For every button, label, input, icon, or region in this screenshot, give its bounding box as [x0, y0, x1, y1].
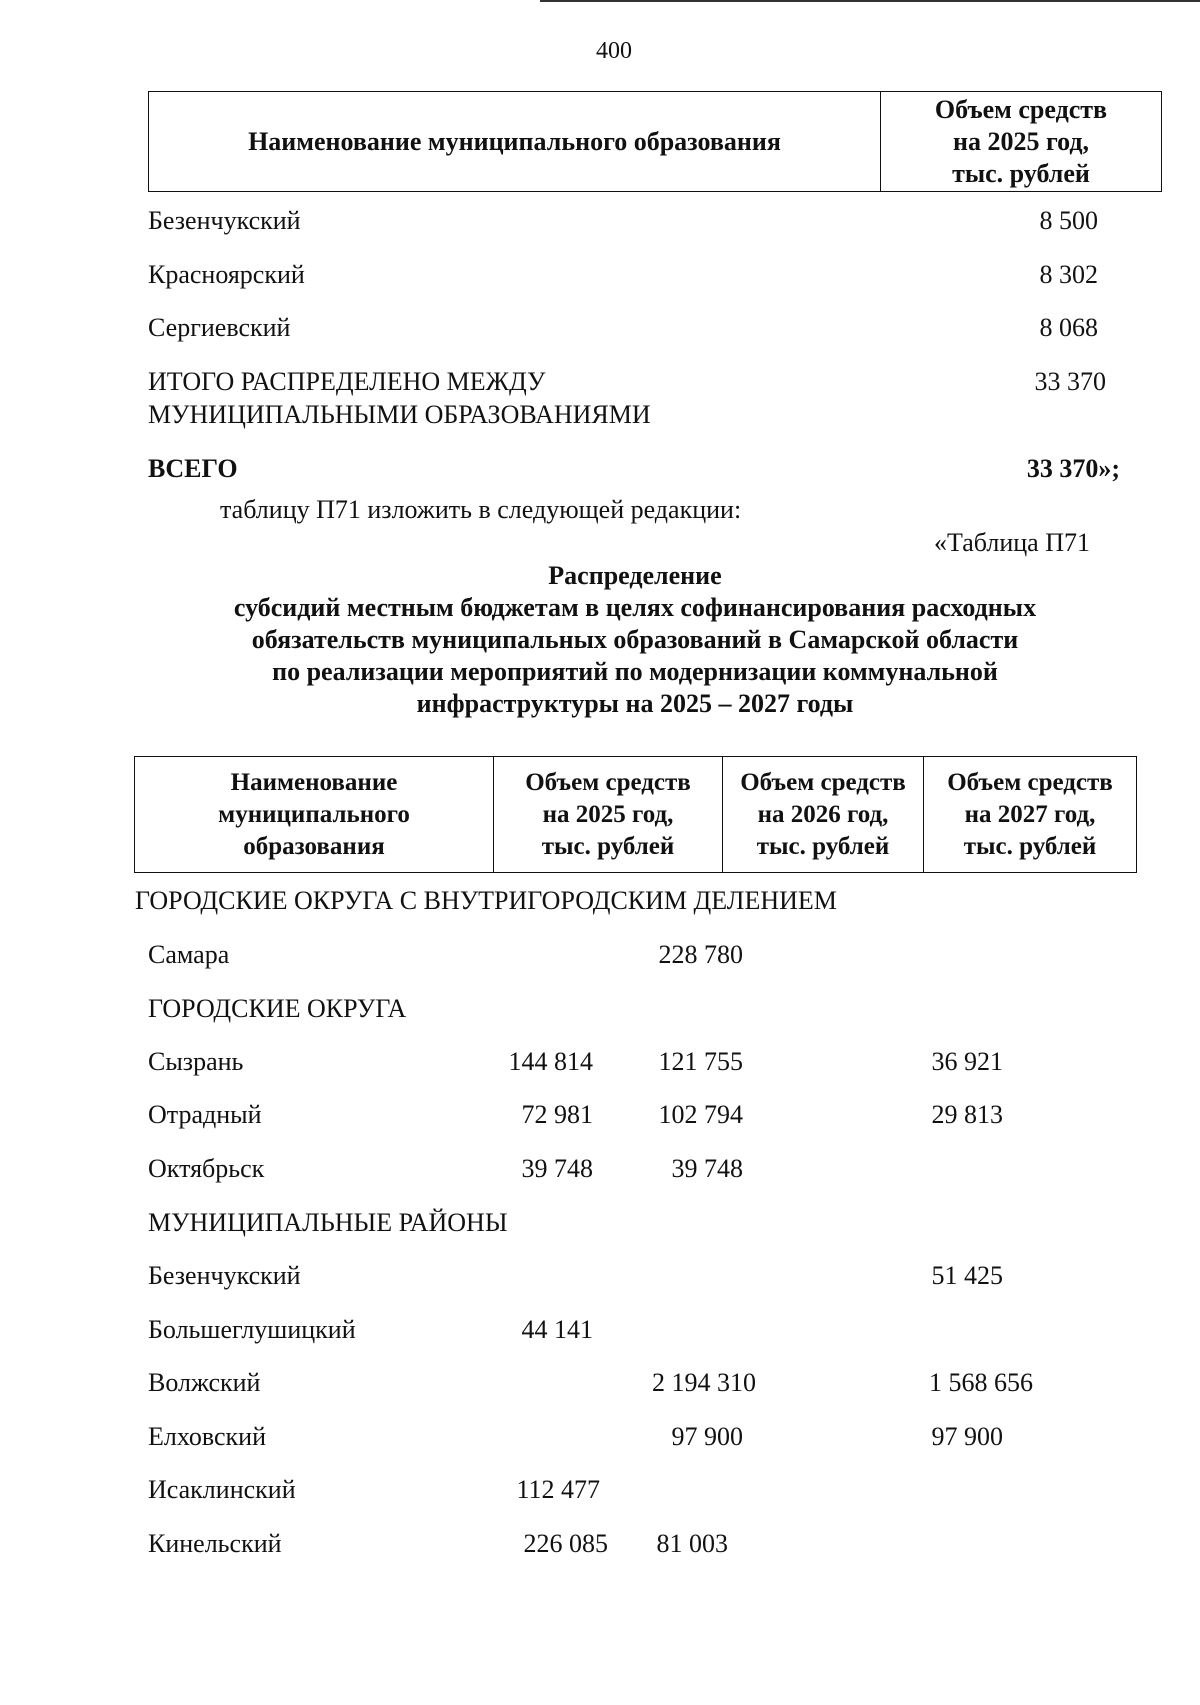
- table2-row: [148, 1366, 1148, 1400]
- table2-row: [148, 1152, 1148, 1186]
- row-name: Сызрань: [148, 1047, 244, 1076]
- table1-grand-total: [148, 452, 1148, 486]
- section-heading: ГОРОДСКИЕ ОКРУГА С ВНУТРИГОРОДСКИМ ДЕЛЕНИЕМ: [135, 886, 837, 915]
- table1-total-line: ИТОГО РАСПРЕДЕЛЕНО МЕЖДУ: [148, 367, 546, 396]
- row-name: Безенчукский: [148, 1261, 301, 1290]
- row-value-2025: 44 141: [521, 1315, 593, 1344]
- table2-row: [148, 1473, 1148, 1507]
- row-value-2025: 226 085: [523, 1529, 608, 1558]
- page-number: 400: [596, 38, 632, 64]
- table1-header-value: [881, 92, 1161, 191]
- table1-row-value: 8 068: [1039, 313, 1098, 342]
- table1-row: [148, 311, 1148, 345]
- row-value-2026: 102 794: [658, 1100, 743, 1129]
- table1-header-value-line: на 2025 год,: [952, 126, 1090, 156]
- title-line: Распределение: [548, 561, 722, 590]
- row-name: Волжский: [148, 1368, 261, 1397]
- table1-row: [148, 204, 1148, 238]
- title-line: по реализации мероприятий по модернизации коммунальной: [272, 657, 998, 686]
- section-heading: МУНИЦИПАЛЬНЫЕ РАЙОНЫ: [148, 1208, 508, 1237]
- instruction-text: таблицу П71 изложить в следующей редакции:: [220, 495, 742, 524]
- row-value-2026: 228 780: [658, 940, 743, 969]
- row-value-2026: 97 900: [671, 1422, 743, 1451]
- table2-header-name: [135, 757, 494, 872]
- row-value-2027: 97 900: [931, 1422, 1003, 1451]
- table1-row: [148, 258, 1148, 292]
- row-value-2026: 81 003: [656, 1529, 728, 1558]
- row-value-2025: 144 814: [508, 1047, 593, 1076]
- table2-row: [148, 1259, 1148, 1293]
- table2-row: [148, 1313, 1148, 1347]
- row-value-2025: 112 477: [516, 1475, 600, 1504]
- header-line: Объем средств: [947, 768, 1113, 796]
- table1-total-distributed: [148, 365, 1148, 433]
- header-line: образования: [243, 832, 385, 860]
- table1-row-name: Красноярский: [148, 260, 305, 289]
- row-value-2027: 1 568 656: [929, 1368, 1033, 1397]
- table2-row: [148, 1098, 1148, 1132]
- table1-total-distributed-value: 33 370: [1034, 367, 1106, 396]
- row-value-2027: 51 425: [931, 1261, 1003, 1290]
- row-name: Октябрьск: [148, 1154, 265, 1183]
- row-value-2026: 121 755: [658, 1047, 743, 1076]
- table1-total-distributed-name: [148, 365, 651, 431]
- row-name: Отрадный: [148, 1100, 262, 1129]
- table2-row: [148, 938, 1148, 972]
- row-name: Елховский: [148, 1422, 266, 1451]
- row-name: Большеглушицкий: [148, 1315, 356, 1344]
- header-line: тыс. рублей: [756, 832, 890, 860]
- table1-row-name: Безенчукский: [148, 206, 301, 235]
- header-line: Объем средств: [525, 768, 691, 796]
- row-name: Кинельский: [148, 1529, 282, 1558]
- table2-header-2025: [494, 757, 723, 872]
- header-line: Наименование: [230, 768, 398, 796]
- table1-total-line: МУНИЦИПАЛЬНЫМИ ОБРАЗОВАНИЯМИ: [148, 400, 651, 429]
- row-value-2026: 2 194 310: [652, 1368, 756, 1397]
- table1-header-value-line: тыс. рублей: [952, 158, 1090, 188]
- table2-row: [148, 1527, 1148, 1561]
- title-line: субсидий местным бюджетам в целях софинансирования расходных: [233, 593, 1037, 622]
- header-line: тыс. рублей: [963, 832, 1097, 860]
- row-value-2027: 36 921: [931, 1047, 1003, 1076]
- title-line: инфраструктуры на 2025 – 2027 годы: [416, 689, 854, 718]
- table1-row-value: 8 500: [1039, 206, 1098, 235]
- table2-row: [148, 1420, 1148, 1454]
- table2-header-2026: [723, 757, 924, 872]
- table1-row-value: 8 302: [1039, 260, 1098, 289]
- row-value-2025: 39 748: [521, 1154, 593, 1183]
- table2-header-2027: [924, 757, 1136, 872]
- row-value-2027: 29 813: [931, 1100, 1003, 1129]
- table1-header-name: Наименование муниципального образования: [149, 92, 881, 191]
- row-name: Самара: [148, 940, 230, 969]
- row-value-2026: 39 748: [671, 1154, 743, 1183]
- table1-header: [148, 91, 1162, 192]
- header-line: на 2025 год,: [542, 800, 674, 828]
- table2-title: [140, 560, 1130, 720]
- section-heading: ГОРОДСКИЕ ОКРУГА: [148, 994, 407, 1023]
- row-name: Исаклинский: [148, 1475, 296, 1504]
- title-line: обязательств муниципальных образований в Самарской области: [251, 625, 1019, 654]
- table1-row-name: Сергиевский: [148, 313, 291, 342]
- table2-row: [148, 1045, 1148, 1079]
- header-line: муниципального: [218, 800, 410, 828]
- row-value-2025: 72 981: [521, 1100, 593, 1129]
- table2-header: [134, 756, 1137, 873]
- table1-grand-total-value: 33 370»;: [1026, 454, 1120, 483]
- header-line: на 2027 год,: [964, 800, 1096, 828]
- header-line: Объем средств: [740, 768, 906, 796]
- table-label: «Таблица П71: [934, 528, 1090, 557]
- top-rule: [540, 0, 1200, 2]
- table1-header-value-line: Объем средств: [934, 94, 1108, 124]
- header-line: тыс. рублей: [541, 832, 675, 860]
- table1-grand-total-name: ВСЕГО: [148, 454, 238, 483]
- header-line: на 2026 год,: [757, 800, 889, 828]
